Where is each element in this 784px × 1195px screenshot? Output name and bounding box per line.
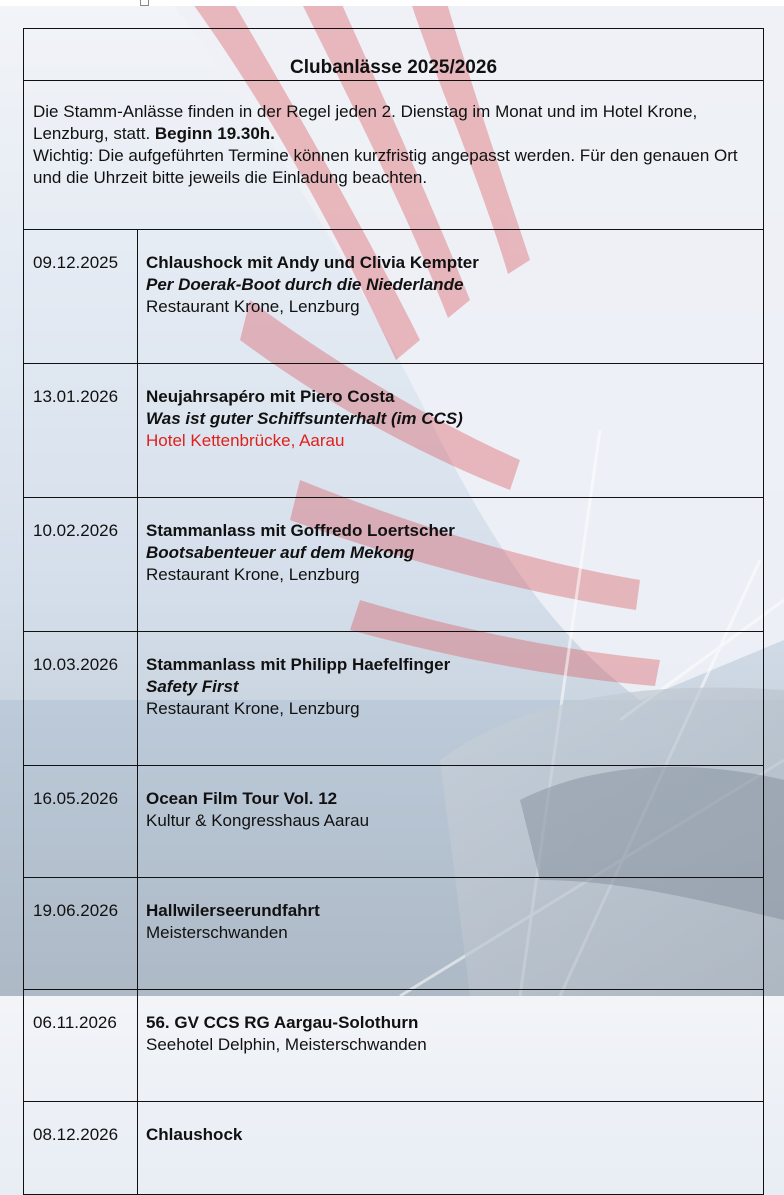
table-row <box>24 498 764 632</box>
event-subtitle: Bootsabenteuer auf dem Mekong <box>146 543 415 562</box>
event-details <box>138 766 764 878</box>
event-date: 16.05.2026 <box>24 766 138 878</box>
event-location: Restaurant Krone, Lenzburg <box>146 699 360 718</box>
event-title: Stammanlass mit Goffredo Loertscher <box>146 521 455 540</box>
event-date: 10.03.2026 <box>24 632 138 766</box>
event-title: Hallwilerseerundfahrt <box>146 901 320 920</box>
event-title: Stammanlass mit Philipp Haefelfinger <box>146 655 451 674</box>
event-title: Ocean Film Tour Vol. 12 <box>146 789 338 808</box>
event-title: Neujahrsapéro mit Piero Costa <box>146 387 395 406</box>
intro-line1: Die Stamm-Anlässe finden in der Regel jeden 2. Dienstag im Monat und im Hotel Krone, Lenzburg, statt. <box>33 102 698 143</box>
table-row <box>24 878 764 990</box>
intro-text <box>24 81 764 230</box>
table-row <box>24 230 764 364</box>
table-row <box>24 1102 764 1195</box>
events-table <box>23 28 764 1195</box>
page-title: Clubanlässe 2025/2026 <box>289 57 498 78</box>
intro-start-time: Beginn 19.30h. <box>154 124 275 143</box>
event-details <box>138 632 764 766</box>
event-date: 10.02.2026 <box>24 498 138 632</box>
event-location: Seehotel Delphin, Meisterschwanden <box>146 1035 427 1054</box>
event-subtitle: Was ist guter Schiffsunterhalt (im CCS) <box>146 409 463 428</box>
table-title-cell <box>24 29 764 81</box>
event-date: 06.11.2026 <box>24 990 138 1102</box>
event-location: Meisterschwanden <box>146 923 288 942</box>
event-location: Restaurant Krone, Lenzburg <box>146 565 360 584</box>
table-row <box>24 990 764 1102</box>
event-details <box>138 1102 764 1195</box>
event-date: 09.12.2025 <box>24 230 138 364</box>
table-row <box>24 632 764 766</box>
event-details <box>138 230 764 364</box>
table-row <box>24 364 764 498</box>
top-strip <box>0 0 784 6</box>
event-title: Chlaushock <box>146 1125 243 1144</box>
event-details <box>138 990 764 1102</box>
event-location-highlighted: Hotel Kettenbrücke, Aarau <box>146 431 345 450</box>
event-date: 08.12.2026 <box>24 1102 138 1195</box>
event-details <box>138 878 764 990</box>
event-title: 56. GV CCS RG Aargau-Solothurn <box>146 1013 419 1032</box>
event-date: 19.06.2026 <box>24 878 138 990</box>
event-location: Restaurant Krone, Lenzburg <box>146 297 360 316</box>
event-details <box>138 364 764 498</box>
event-subtitle: Safety First <box>146 677 239 696</box>
table-row <box>24 766 764 878</box>
event-title: Chlaushock mit Andy und Clivia Kempter <box>146 253 479 272</box>
event-location: Kultur & Kongresshaus Aarau <box>146 811 370 830</box>
intro-line2: Wichtig: Die aufgeführten Termine können kurzfristig angepasst werden. Für den genauen Ort und die Uhrzeit bitte jeweils die Einladung beachten. <box>33 146 738 187</box>
page-marker <box>140 0 149 6</box>
event-date: 13.01.2026 <box>24 364 138 498</box>
event-subtitle: Per Doerak-Boot durch die Niederlande <box>146 275 464 294</box>
event-details <box>138 498 764 632</box>
